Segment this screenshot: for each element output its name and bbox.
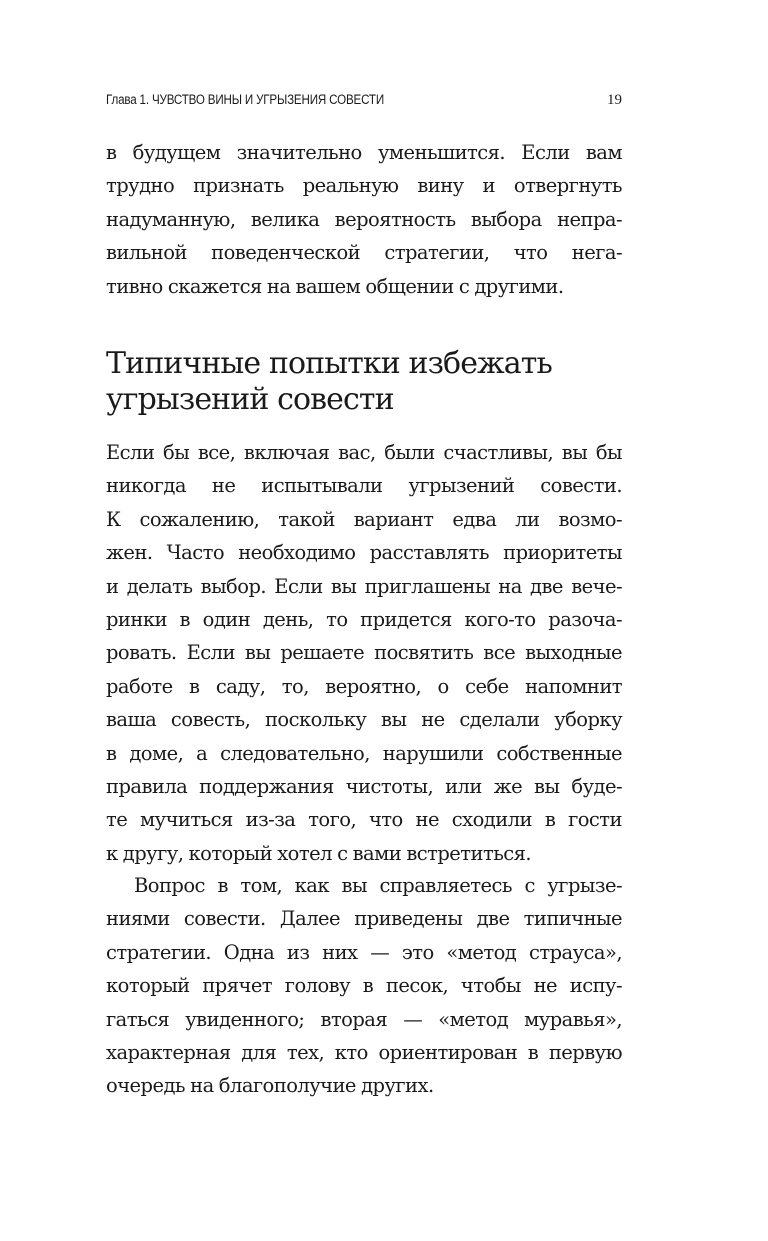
text-line: вильной поведенческой стратегии, что нега- <box>106 241 622 265</box>
text-line: К сожалению, такой вариант едва ли возмо- <box>106 507 622 531</box>
page-number: 19 <box>607 92 622 108</box>
text-line: правила поддержания чистоты, или же вы буде- <box>106 775 622 799</box>
text-line: работе в саду, то, вероятно, о себе напомнит <box>106 674 622 698</box>
text-line: и делать выбор. Если вы приглашены на две вече- <box>106 574 622 598</box>
text-line: Если бы все, включая вас, были счастливы, вы бы <box>106 441 622 464</box>
text-line: который прячет голову в песок, чтобы не испу- <box>106 974 622 998</box>
text-line: стратегии. Одна из них — это «метод страуса», <box>106 940 622 964</box>
text-line: надуманную, велика вероятность выбора непра- <box>106 207 622 231</box>
text-line: гаться увиденного; вторая — «метод муравья», <box>106 1007 622 1031</box>
text-line: ниями совести. Далее приведены две типичные <box>106 907 622 931</box>
text-line: те мучиться из-за того, что не сходили в гости <box>106 808 622 832</box>
text-line: очередь на благополучие других. <box>106 1074 434 1098</box>
text-line: жен. Часто необходимо расставлять приоритеты <box>106 541 622 565</box>
text-line: трудно признать реальную вину и отвергнуть <box>106 174 622 198</box>
text-line: тивно скажется на вашем общении с другими. <box>106 274 564 298</box>
paragraph-strategies <box>106 869 622 1103</box>
text-line: Вопрос в том, как вы справляетесь с угрызе- <box>134 874 622 897</box>
paragraph-intro <box>106 436 622 870</box>
heading-line: угрызений совести <box>106 382 394 417</box>
text-line: в доме, а следовательно, нарушили собственные <box>106 741 622 765</box>
text-line: в будущем значительно уменьшится. Если вам <box>106 141 622 164</box>
text-line: к другу, который хотел с вами встретиться. <box>106 841 532 865</box>
text-line: характерная для тех, кто ориентирован в первую <box>106 1041 622 1065</box>
paragraph-continued <box>106 136 622 303</box>
running-head <box>106 92 622 114</box>
chapter-running-title: Глава 1. ЧУВСТВО ВИНЫ И УГРЫЗЕНИЯ СОВЕСТИ <box>106 92 385 107</box>
text-line: никогда не испытывали угрызений совести. <box>106 474 622 498</box>
text-line: ринки в один день, то придется кого-то разоча- <box>106 608 622 632</box>
section-heading <box>106 346 646 418</box>
heading-line: Типичные попытки избежать <box>106 346 552 381</box>
text-line: ваша совесть, поскольку вы не сделали уборку <box>106 708 622 732</box>
text-line: ровать. Если вы решаете посвятить все выходные <box>106 641 622 665</box>
